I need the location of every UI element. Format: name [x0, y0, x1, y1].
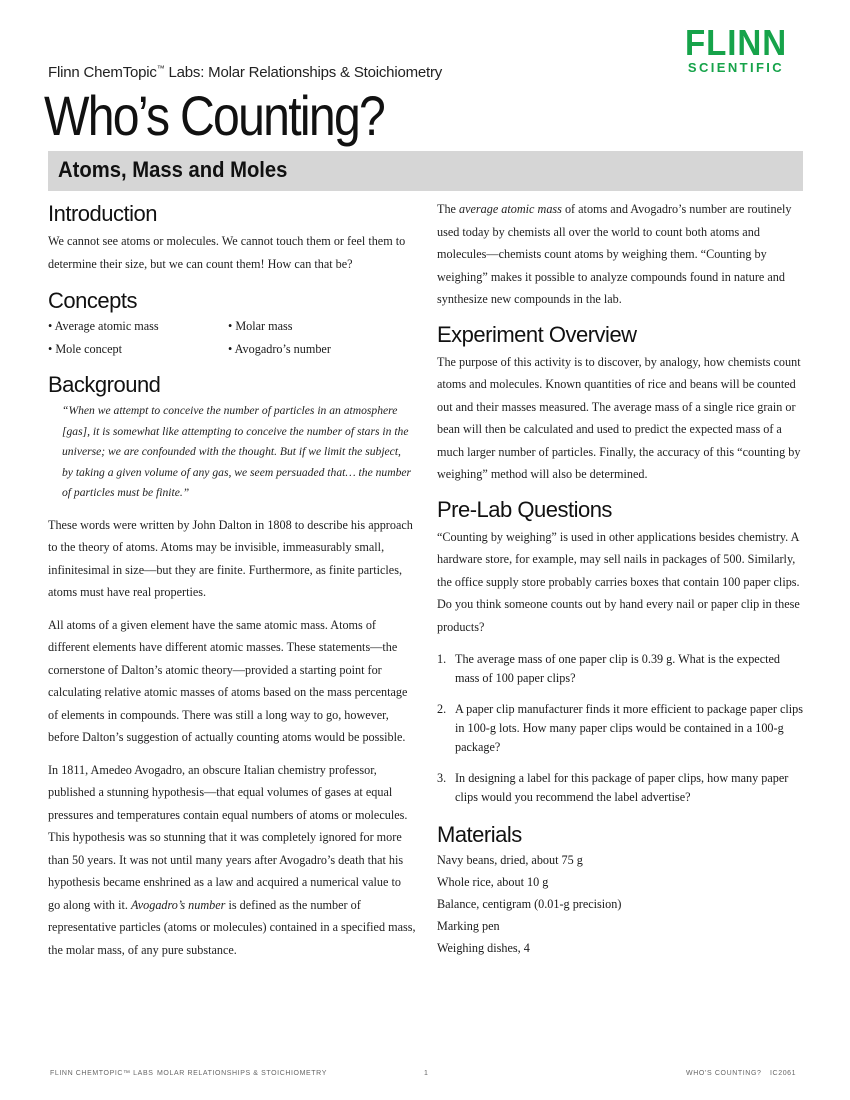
page-subtitle: Atoms, Mass and Moles — [58, 157, 288, 182]
materials-heading: Materials — [437, 822, 522, 847]
experiment-overview-heading: Experiment Overview — [437, 321, 637, 347]
footer-code: IC2061 — [770, 1070, 797, 1077]
continued-text-b: of atoms and Avogadro’s number are routinely used today by chemists all over the world to count both atoms and molecules—chemists count atoms by weighing them. “Counting by weighing” makes it possible to analyze compounds found in nature and synthesize new compounds in the lab. — [437, 202, 792, 306]
material-item: Navy beans, dried, about 75 g — [437, 853, 583, 867]
experiment-overview-text: The purpose of this activity is to discover, by analogy, how chemists count atoms and molecules. Known quantities of rice and beans will be counted out and their masses measured. The average mass of a single rice grain or bean will then be calculated and used to predict the expected mass of a much larger number of particles. Finally, the accuracy of this “counting by weighing” method will also be determined. — [437, 354, 801, 481]
logo-scientific-text: SCIENTIFIC — [687, 60, 785, 75]
p3-text-b: is defined as the number of representative particles (atoms or molecules) contained in a specified mass, the molar mass, of any pure substance. — [48, 897, 416, 957]
dalton-quote: “When we attempt to conceive the number of particles in an atmosphere [gas], it is somewhat like attempting to conceive the number of stars in the universe; we are confounded with the thought. But if we limit the subject, by taking a given volume of any gas, we seem persuaded that… the number of particles must be finite.” — [62, 404, 412, 499]
page-title: Who’s Counting? — [44, 84, 385, 147]
material-item: Balance, centigram (0.01-g precision) — [437, 897, 622, 911]
prelab-questions — [437, 650, 805, 807]
concepts-section — [48, 287, 416, 361]
introduction-text: We cannot see atoms or molecules. We cannot touch them or feel them to determine their size, but we can count them! How can that be? — [48, 234, 406, 271]
experiment-overview-section — [437, 321, 805, 486]
background-paragraph-3 — [48, 759, 416, 962]
concepts-heading: Concepts — [48, 288, 137, 313]
series-line — [48, 64, 442, 81]
prelab-section — [437, 496, 805, 808]
footer-series: FLINN CHEMTOPIC™ LABS — [50, 1070, 154, 1077]
p3-text-a: In 1811, Amedeo Avogadro, an obscure Italian chemistry professor, published a stunning hypothesis—that equal volumes of gases at equal pressures and temperatures contain equal numbers of atoms or molecules. This hypothesis was so stunning that it was completely ignored for more than 50 years. It was not until many years after Avogadro’s death that his hypothesis became enshrined as a law and acquired a numerical value to go along with it. — [48, 762, 408, 912]
concept-item: • Average atomic mass — [48, 319, 159, 333]
series-prefix: Flinn ChemTopic — [48, 64, 157, 81]
background-paragraph-1: These words were written by John Dalton in 1808 to describe his approach to the theory of atoms. Atoms may be invisible, immeasurably small, infinitesimal in size—but they are finite. Furthermore, as finite particles, atoms must have real properties. — [48, 517, 413, 599]
concept-item: • Avogadro’s number — [228, 342, 331, 356]
footer-topic: MOLAR RELATIONSHIPS & STOICHIOMETRY — [157, 1070, 327, 1077]
right-column — [437, 200, 805, 959]
continued-text-a: The — [437, 202, 459, 216]
prelab-intro: “Counting by weighing” is used in other applications besides chemistry. A hardware store, for example, may sell nails in packages of 500. Similarly, the office supply store probably carries boxes that contain 100 paper clips. Do you think someone counts out by hand every nail or paper clip in these products? — [437, 529, 800, 634]
logo-flinn-text: FLINN — [684, 22, 788, 63]
background-section — [48, 371, 416, 961]
average-atomic-mass-term: average atomic mass — [459, 202, 562, 216]
prelab-heading: Pre-Lab Questions — [437, 496, 612, 522]
concept-item: • Mole concept — [48, 342, 122, 356]
background-heading: Background — [48, 372, 161, 397]
material-item: Weighing dishes, 4 — [437, 941, 530, 955]
material-item: Whole rice, about 10 g — [437, 875, 549, 889]
series-suffix: Labs: Molar Relationships & Stoichiometry — [164, 64, 443, 81]
footer-page-number: 1 — [424, 1070, 429, 1077]
prelab-question: 3. In designing a label for this package of paper clips, how many paper clips would you recommend the label advertise? — [437, 771, 789, 804]
avogadros-number-term: Avogadro’s number — [130, 897, 226, 912]
introduction-section — [48, 200, 416, 275]
trademark: ™ — [156, 64, 165, 73]
flinn-scientific-logo — [668, 22, 804, 76]
material-item: Marking pen — [437, 919, 500, 933]
left-column — [48, 200, 416, 961]
background-continued — [437, 198, 805, 311]
materials-section — [437, 821, 805, 959]
background-paragraph-2: All atoms of a given element have the same atomic mass. Atoms of different elements have different atomic masses. These statements—the cornerstone of Dalton’s atomic theory—provided a starting point for calculating relative atomic masses of atoms based on the mass percentage of elements in compounds. There was still a long way to go, however, before Dalton’s suggestion of actually counting atoms would be possible. — [48, 617, 408, 744]
concept-item: • Molar mass — [228, 319, 293, 333]
prelab-question: 1. The average mass of one paper clip is 0.39 g. What is the expected mass of 100 paper clips? — [437, 652, 780, 685]
footer-title: WHO’S COUNTING? — [686, 1070, 762, 1077]
introduction-heading: Introduction — [48, 201, 157, 226]
prelab-question: 2. A paper clip manufacturer finds it more efficient to package paper clips in 100-g lots. How many paper clips would be contained in a 100-g package? — [437, 702, 803, 754]
concepts-list — [48, 315, 416, 361]
